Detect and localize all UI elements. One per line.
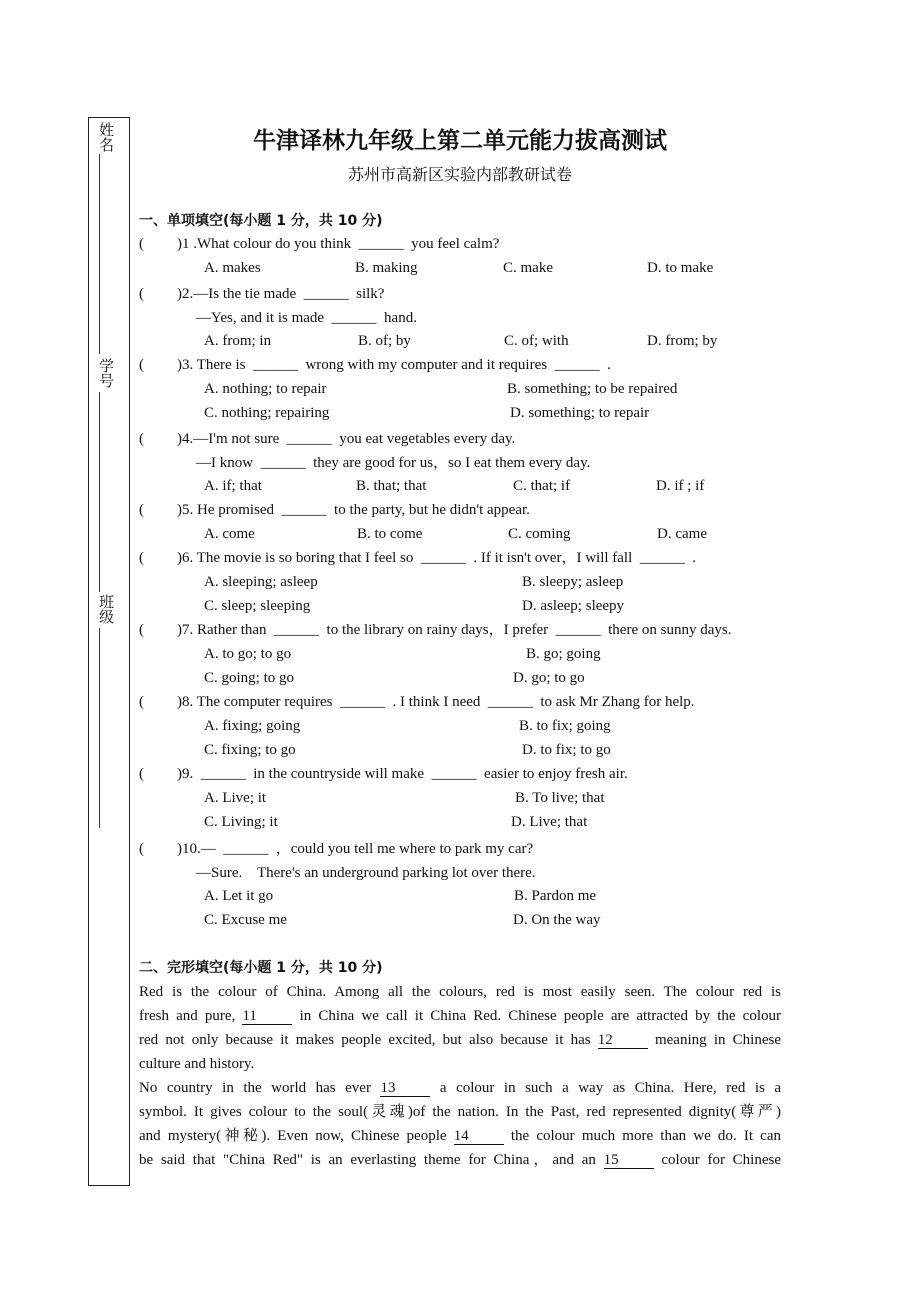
answer-option: D. if ; if [656, 478, 705, 494]
passage-line [139, 1031, 781, 1049]
passage-text: and mystery(神秘). Even now, Chinese people [139, 1128, 454, 1144]
answer-option: B. To live; that [515, 790, 605, 806]
section1-title: 一、单项填空(每小题 1 分，共 10 分) [139, 213, 383, 229]
passage-text: in China we call it China Red. Chinese people are attracted by the colour [292, 1008, 782, 1024]
passage-text: colour for Chinese [653, 1152, 782, 1168]
answer-option: A. fixing; going [204, 718, 301, 734]
answer-option: A. nothing; to repair [204, 381, 327, 397]
answer-option: A. Let it go [204, 888, 274, 904]
answer-option: D. something; to repair [510, 405, 650, 421]
page-subtitle: 苏州市高新区实验内部教研试卷 [347, 165, 572, 184]
answer-option: A. if; that [204, 478, 262, 494]
question-stem: )5. He promised ______ to the party, but he didn't appear. [177, 502, 530, 518]
question-stem: —I know ______ they are good for us，so I eat them every day. [196, 455, 591, 471]
page-title: 牛津译林九年级上第二单元能力拔高测试 [253, 128, 667, 154]
answer-option: C. going; to go [204, 670, 295, 686]
answer-paren: ( [139, 622, 144, 638]
question-stem: —Sure. There's an underground parking lot over there. [196, 865, 536, 881]
passage-text: the colour much more than we do. It can [503, 1128, 781, 1144]
answer-option: B. sleepy; asleep [522, 574, 624, 590]
answer-option: D. to make [647, 260, 714, 276]
question-stem: )3. There is ______ wrong with my computer and it requires ______ . [177, 357, 611, 373]
passage-text: red not only because it makes people excited, but also because it has [139, 1032, 598, 1048]
cloze-blank: 14 [454, 1129, 504, 1145]
answer-option: C. make [503, 260, 553, 276]
passage-text: symbol. It gives colour to the soul(灵魂)of the nation. In the Past, red represented dignity(尊严) [139, 1104, 781, 1120]
answer-option: A. makes [204, 260, 261, 276]
answer-option: A. from; in [204, 333, 272, 349]
answer-option: B. of; by [358, 333, 411, 349]
answer-option: D. Live; that [511, 814, 588, 830]
answer-paren: ( [139, 286, 144, 302]
passage-text: a colour in such a way as China. Here, red is a [430, 1080, 781, 1096]
student-id-label: 学号 [97, 358, 115, 388]
cloze-blank: 11 [242, 1009, 292, 1025]
answer-option: C. Living; it [204, 814, 278, 830]
answer-option: C. of; with [504, 333, 569, 349]
passage-line [139, 1127, 781, 1145]
question-stem: )6. The movie is so boring that I feel so ______ . If it isn't over，I will fall ______ . [177, 550, 697, 566]
question-stem: )8. The computer requires ______ . I think I need ______ to ask Mr Zhang for help. [177, 694, 695, 710]
passage-text: be said that "China Red" is an everlasting theme for China，and an [139, 1152, 604, 1168]
answer-option: A. sleeping; asleep [204, 574, 318, 590]
student-id-line [99, 392, 100, 592]
answer-option: B. to fix; going [519, 718, 611, 734]
student-info-margin [88, 117, 130, 1186]
section2-title: 二、完形填空(每小题 1 分，共 10 分) [139, 960, 383, 976]
answer-option: B. making [355, 260, 418, 276]
answer-option: A. to go; to go [204, 646, 292, 662]
passage-line [139, 983, 781, 1001]
answer-option: D. came [657, 526, 707, 542]
passage-line [139, 1103, 781, 1121]
answer-paren: ( [139, 357, 144, 373]
answer-option: C. that; if [513, 478, 571, 494]
passage-text: culture and history. [139, 1056, 255, 1072]
question-stem: )10.— ______ ，could you tell me where to park my car? [177, 841, 534, 857]
cloze-blank: 15 [604, 1153, 654, 1169]
answer-paren: ( [139, 766, 144, 782]
answer-paren: ( [139, 431, 144, 447]
question-stem: )9. ______ in the countryside will make ______ easier to enjoy fresh air. [177, 766, 628, 782]
answer-option: C. Excuse me [204, 912, 287, 928]
answer-option: B. to come [357, 526, 423, 542]
passage-line [139, 1055, 781, 1073]
answer-option: C. sleep; sleeping [204, 598, 311, 614]
question-stem: )2.—Is the tie made ______ silk? [177, 286, 385, 302]
question-stem: )7. Rather than ______ to the library on rainy days，I prefer ______ there on sunny days. [177, 622, 732, 638]
answer-option: C. nothing; repairing [204, 405, 330, 421]
answer-paren: ( [139, 841, 144, 857]
answer-option: D. On the way [513, 912, 601, 928]
answer-option: D. go; to go [513, 670, 585, 686]
answer-paren: ( [139, 550, 144, 566]
answer-option: D. from; by [647, 333, 718, 349]
answer-option: B. that; that [356, 478, 427, 494]
answer-option: D. asleep; sleepy [522, 598, 625, 614]
passage-text: fresh and pure, [139, 1008, 243, 1024]
passage-text: Red is the colour of China. Among all the colours, red is most easily seen. The colour red is [139, 984, 781, 1000]
answer-option: A. come [204, 526, 255, 542]
question-stem: )4.—I'm not sure ______ you eat vegetables every day. [177, 431, 516, 447]
answer-option: C. coming [508, 526, 571, 542]
question-stem: )1 .What colour do you think ______ you feel calm? [177, 236, 500, 252]
name-label: 姓名 [97, 122, 115, 152]
answer-option: D. to fix; to go [522, 742, 611, 758]
passage-line [139, 1007, 781, 1025]
answer-paren: ( [139, 694, 144, 710]
answer-option: B. something; to be repaired [507, 381, 678, 397]
class-line [99, 628, 100, 828]
answer-paren: ( [139, 502, 144, 518]
answer-option: C. fixing; to go [204, 742, 296, 758]
passage-text: No country in the world has ever [139, 1080, 381, 1096]
answer-option: A. Live; it [204, 790, 267, 806]
answer-option: B. Pardon me [514, 888, 597, 904]
passage-line [139, 1151, 781, 1169]
question-stem: —Yes, and it is made ______ hand. [196, 310, 417, 326]
class-label: 班级 [97, 594, 115, 624]
cloze-blank: 12 [598, 1033, 648, 1049]
answer-option: B. go; going [526, 646, 601, 662]
passage-text: meaning in Chinese [647, 1032, 781, 1048]
passage-line [139, 1079, 781, 1097]
answer-paren: ( [139, 236, 144, 252]
cloze-blank: 13 [380, 1081, 430, 1097]
